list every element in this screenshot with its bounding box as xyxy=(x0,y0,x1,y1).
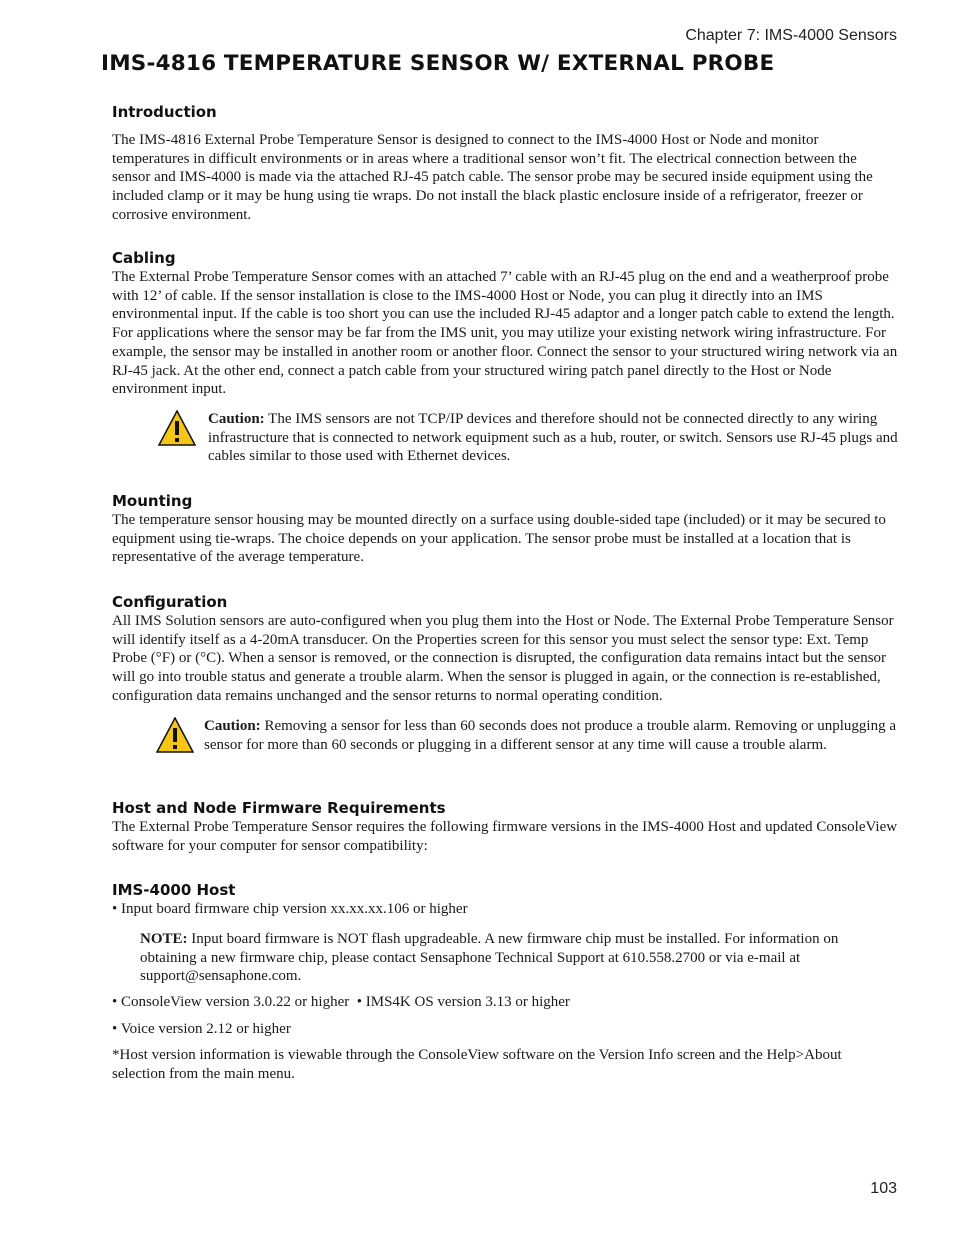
cabling-section xyxy=(112,248,898,399)
note-body: Input board firmware is NOT flash upgradeable. A new firmware chip must be installed. For information on obtaining a new firmware chip, please contact Sensaphone Technical Support at 610.558.2700 or via e-mail at support@sensaphone.com. xyxy=(140,931,839,985)
firmware-text: The External Probe Temperature Sensor requires the following firmware versions in the IMS-4000 Host and updated ConsoleView software for your computer for sensor compatibility: xyxy=(112,819,898,854)
bullet-input-board: • Input board firmware chip version xx.xx.xx.106 or higher xyxy=(112,901,468,917)
page-number: 103 xyxy=(870,1180,897,1197)
note-text xyxy=(140,930,898,986)
mounting-heading: Mounting xyxy=(112,492,193,510)
page-title: IMS-4816 TEMPERATURE SENSOR W/ EXTERNAL PROBE xyxy=(101,51,775,76)
mounting-section xyxy=(112,491,898,567)
introduction-heading: Introduction xyxy=(112,103,217,121)
warning-icon xyxy=(156,717,194,753)
bullet-os: • IMS4K OS version 3.13 or higher xyxy=(356,994,570,1010)
configuration-heading: Configuration xyxy=(112,593,228,611)
introduction-text: The IMS-4816 External Probe Temperature Sensor is designed to connect to the IMS-4000 Host or Node and monitor temperatures in difficult environments or in areas where a traditional sensor won’t fit. The electrical connection between the sensor and IMS-4000 is made via the attached RJ-45 patch cable. The sensor probe may be secured inside equipment using the included clamp or it may be hung using tie wraps. Do not install the black plastic enclosure inside of a refrigerator, freezer or corrosive environment. xyxy=(112,132,873,223)
host-section xyxy=(112,880,898,919)
bullet-consoleview: • ConsoleView version 3.0.22 or higher xyxy=(112,994,350,1010)
introduction-section xyxy=(112,102,898,225)
voice-bullet xyxy=(112,1020,898,1039)
firmware-section xyxy=(112,798,898,855)
caution-removal xyxy=(156,717,898,754)
caution-body: The IMS sensors are not TCP/IP devices and therefore should not be connected directly to any wiring infrastructure that is connected to network equipment such as a hub, router, or switch. Sensors use RJ-45 plugs and cables similar to those used with Ethernet devices. xyxy=(208,411,898,465)
mounting-text: The temperature sensor housing may be mounted directly on a surface using double-sided tape (included) or it may be secured to equipment using tie-wraps. The choice depends on your application. The sensor probe must be installed at a location that is representative of the average temperature. xyxy=(112,512,886,566)
configuration-section xyxy=(112,592,898,706)
chapter-header: Chapter 7: IMS-4000 Sensors xyxy=(685,27,897,44)
cabling-heading: Cabling xyxy=(112,249,176,267)
bullets-row-text xyxy=(112,993,898,1012)
footnote-text: *Host version information is viewable through the ConsoleView software on the Version Info screen and the Help>About selection from the main menu. xyxy=(112,1047,842,1082)
footnote xyxy=(112,1046,898,1083)
cabling-text: The External Probe Temperature Sensor comes with an attached 7’ cable with an RJ-45 plug on the end and a weatherproof probe with 12’ of cable. If the sensor installation is close to the IMS-4000 Host or Node, you can plug it directly into an IMS environmental input. If the cable is too short you can use the included RJ-45 adaptor and a longer patch cable to extend the length. For applications where the sensor may be far from the IMS unit, you may utilize your existing network wiring infrastructure. For example, the sensor may be installed in another room or another floor. Connect the sensor to your structured wiring network via an RJ-45 jack. At the other end, connect a patch cable from your structured wiring patch panel directly to the Host or Node environment input. xyxy=(112,269,898,398)
version-bullets-row xyxy=(112,993,898,1012)
configuration-text: All IMS Solution sensors are auto-configured when you plug them into the Host or Node. The External Probe Temperature Sensor will identify itself as a 4-20mA transducer. On the Properties screen for this sensor you must select the sensor type: Ext. Temp Probe (°F) or (°C). When a sensor is removed, or the connection is disrupted, the configuration data remains intact but the sensor will go into trouble status and generate a trouble alarm. When the sensor is plugged in again, or the connection is re-established, configuration data remains unchanged and the sensor returns to normal operating condition. xyxy=(112,613,894,704)
caution-removal-text xyxy=(204,717,896,754)
caution-label: Caution: xyxy=(204,718,261,734)
caution-network-text xyxy=(208,410,898,466)
host-heading: IMS-4000 Host xyxy=(112,881,236,899)
note-label: NOTE: xyxy=(140,931,188,947)
caution-network xyxy=(158,410,898,466)
bullet-voice: • Voice version 2.12 or higher xyxy=(112,1021,291,1037)
firmware-heading: Host and Node Firmware Requirements xyxy=(112,799,446,817)
warning-icon xyxy=(158,410,196,446)
note-block xyxy=(140,930,898,986)
caution-body: Removing a sensor for less than 60 seconds does not produce a trouble alarm. Removing or unplugging a sensor for more than 60 seconds or plugging in a different sensor at any time will cause a trouble alarm. xyxy=(204,718,896,753)
caution-label: Caution: xyxy=(208,411,265,427)
